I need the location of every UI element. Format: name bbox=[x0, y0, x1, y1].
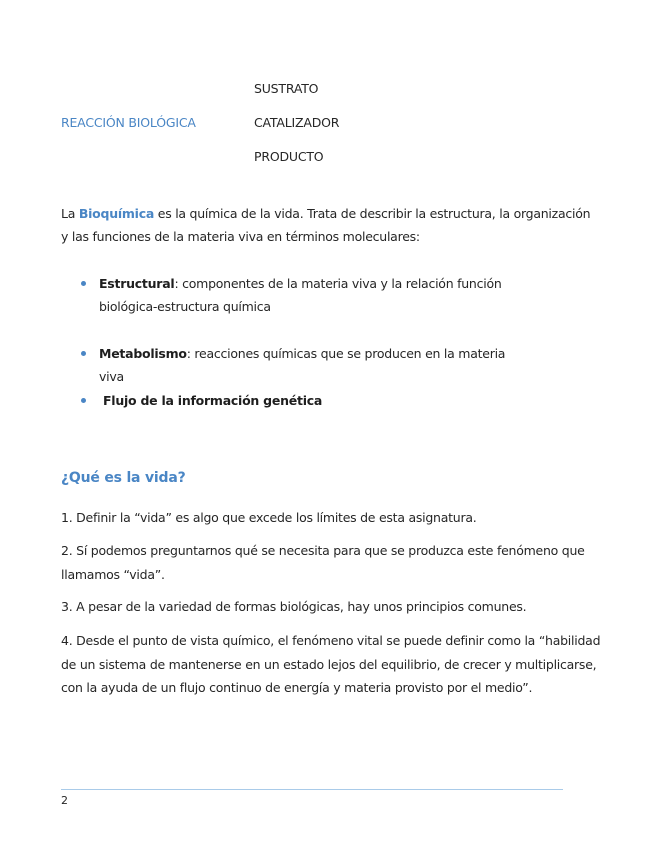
bullet-dot-icon bbox=[81, 351, 86, 356]
list-item bbox=[99, 342, 519, 388]
bullet-dot-icon bbox=[81, 398, 86, 403]
intro-paragraph bbox=[61, 202, 601, 248]
section-heading: ¿Qué es la vida? bbox=[61, 470, 186, 486]
paragraph-4: 4. Desde el punto de vista químico, el fenómeno vital se puede definir como la “habilidad de un sistema de mantenerse en un estado lejos del equilibrio, de crecer y multiplicarse, con la ayuda de un flujo continuo de energía y materia provisto por el medio”. bbox=[61, 633, 601, 695]
intro-rest: es la química de la vida. Trata de describir la estructura, la organización y las funciones de la materia viva en términos moleculares: bbox=[61, 206, 591, 244]
paragraph-2: 2. Sí podemos preguntarnos qué se necesita para que se produzca este fenómeno que llamamos “vida”. bbox=[61, 543, 585, 582]
list-item-text: : reacciones químicas que se producen en la materia viva bbox=[99, 346, 506, 384]
footer-rule bbox=[61, 789, 563, 790]
list-item-text: : componentes de la materia viva y la relación función biológica-estructura química bbox=[99, 276, 502, 314]
page-number: 2 bbox=[61, 794, 68, 807]
bullet-dot-icon bbox=[81, 281, 86, 286]
list-item-title: Metabolismo bbox=[99, 346, 187, 361]
reaction-item-substrate: SUSTRATO bbox=[254, 81, 319, 96]
intro-prefix: La bbox=[61, 206, 79, 221]
reaction-diagram bbox=[0, 0, 655, 180]
reaction-label: REACCIÓN BIOLÓGICA bbox=[61, 115, 196, 130]
paragraph-3: 3. A pesar de la variedad de formas biológicas, hay unos principios comunes. bbox=[61, 599, 527, 614]
intro-term: Bioquímica bbox=[78, 206, 155, 221]
list-item-title: Flujo de la información genética bbox=[103, 393, 323, 408]
list-item-title: Estructural bbox=[99, 276, 175, 291]
reaction-item-catalyst: CATALIZADOR bbox=[254, 115, 340, 130]
list-item bbox=[99, 272, 519, 318]
list-item bbox=[99, 389, 519, 412]
paragraph-1: 1. Definir la “vida” es algo que excede los límites de esta asignatura. bbox=[61, 510, 477, 525]
reaction-item-product: PRODUCTO bbox=[254, 149, 324, 164]
